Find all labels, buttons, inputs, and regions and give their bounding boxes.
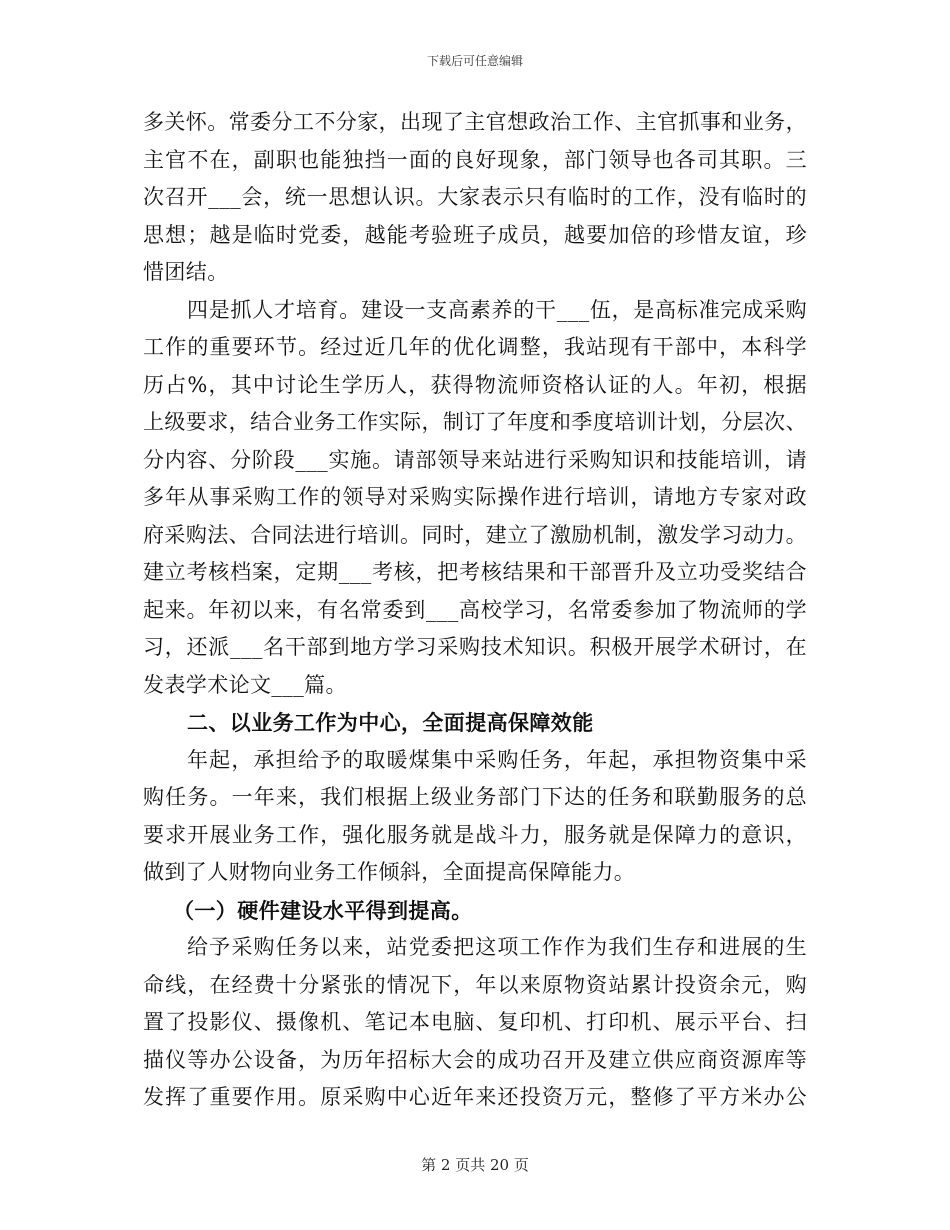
section-heading: 二、以业务工作为中心，全面提高保障效能 xyxy=(187,710,594,735)
text-line: 工作的重要环节。经过近几年的优化调整，我站现有干部中，本科学 xyxy=(143,335,807,359)
text-line: 习，还派___名干部到地方学习采购技术知识。积极开展学术研讨，在 xyxy=(143,635,807,659)
text-line: 起来。年初以来，有名常委到___高校学习，名常委参加了物流师的学 xyxy=(143,597,807,622)
page-footer: 第 2 页共 20 页 xyxy=(421,1156,529,1174)
text-line: 购任务。一年来，我们根据上级业务部门下达的任务和联勤服务的总 xyxy=(143,785,807,809)
paragraph-first-line: 年起，承担给予的取暖煤集中采购任务，年起，承担物资集中采 xyxy=(187,747,807,772)
text-line: 分内容、分阶段___实施。请部领导来站进行采购知识和技能培训，请 xyxy=(143,447,807,472)
text-line: 做到了人财物向业务工作倾斜，全面提高保障能力。 xyxy=(143,860,636,884)
text-line: 思想；越是临时党委，越能考验班子成员，越要加倍的珍惜友谊，珍 xyxy=(143,222,807,247)
text-line: 要求开展业务工作，强化服务就是战斗力，服务就是保障力的意识， xyxy=(143,822,807,847)
text-line: 主官不在，副职也能独挡一面的良好现象，部门领导也各司其职。三 xyxy=(143,147,807,172)
page-header: 下载后可任意编辑 xyxy=(426,54,523,68)
text-line: 发表学术论文___篇。 xyxy=(143,672,347,697)
text-line: 多年从事采购工作的领导对采购实际操作进行培训，请地方专家对政 xyxy=(143,485,807,509)
text-line: 惜团结。 xyxy=(143,260,229,284)
text-line: 命线，在经费十分紧张的情况下，年以来原物资站累计投资余元，购 xyxy=(143,972,807,997)
text-line: 府采购法、合同法进行培训。同时，建立了激励机制，激发学习动力。 xyxy=(143,522,807,547)
text-line: 发挥了重要作用。原采购中心近年来还投资万元，整修了平方米办公 xyxy=(143,1085,807,1109)
text-line: 历占%，其中讨论生学历人，获得物流师资格认证的人。年初，根据 xyxy=(143,372,807,397)
paragraph-first-line: 给予采购任务以来，站党委把这项工作作为我们生存和进展的生 xyxy=(187,935,807,959)
text-line: 多关怀。常委分工不分家，出现了主官想政治工作、主官抓事和业务， xyxy=(143,110,807,134)
text-line: 描仪等办公设备，为历年招标大会的成功召开及建立供应商资源库等 xyxy=(143,1047,807,1072)
subsection-heading: （一）硬件建设水平得到提高。 xyxy=(173,897,473,923)
paragraph-first-line: 四是抓人才培育。建设一支高素养的干___伍，是高标准完成采购 xyxy=(187,297,807,322)
text-line: 次召开___会，统一思想认识。大家表示只有临时的工作，没有临时的 xyxy=(143,185,807,209)
text-line: 置了投影仪、摄像机、笔记本电脑、复印机、打印机、展示平台、扫 xyxy=(143,1010,807,1034)
text-line: 上级要求，结合业务工作实际，制订了年度和季度培训计划，分层次、 xyxy=(143,410,807,434)
body-text xyxy=(143,104,807,1117)
text-line: 建立考核档案，定期___考核，把考核结果和干部晋升及立功受奖结合 xyxy=(143,560,807,584)
